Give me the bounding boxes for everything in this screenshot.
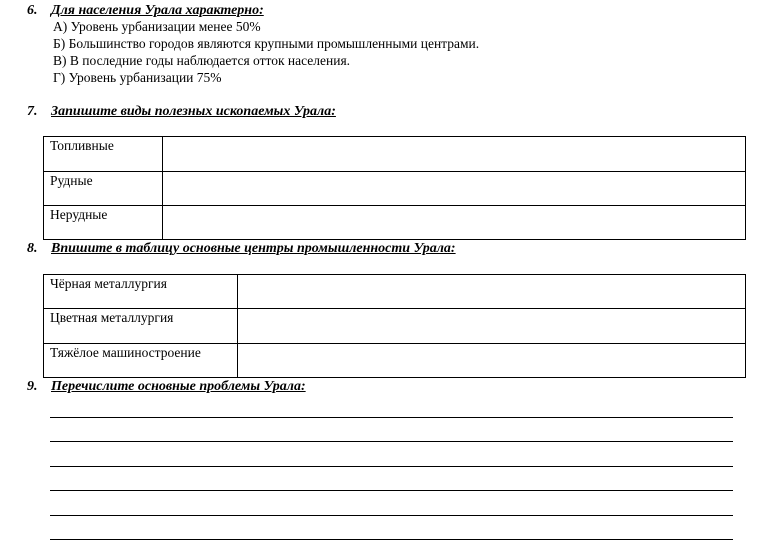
q6-option-b[interactable]: Б) Большинство городов являются крупными промышленными центрами. [53, 36, 480, 51]
question-6-number: 6. [27, 3, 38, 18]
minerals-answer-fuel[interactable] [163, 137, 746, 172]
question-9-number: 9. [27, 379, 38, 394]
question-6-title [27, 3, 264, 19]
q6-option-d[interactable]: Г) Уровень урбанизации 75% [53, 70, 222, 85]
table-row [44, 206, 746, 240]
q6-option-a[interactable]: А) Уровень урбанизации менее 50% [53, 19, 261, 34]
minerals-answer-nonmetallic[interactable] [163, 206, 746, 240]
answer-line-5[interactable] [50, 515, 733, 516]
industry-answer-ferrous[interactable] [238, 275, 746, 309]
answer-line-2[interactable] [50, 441, 733, 442]
question-9-text: Перечислите основные проблемы Урала: [51, 379, 306, 394]
minerals-label-nonmetallic: Нерудные [44, 206, 163, 240]
industry-answer-heavy-machinery[interactable] [238, 344, 746, 378]
table-row [44, 275, 746, 309]
answer-line-6[interactable] [50, 539, 733, 540]
question-7-text: Запишите виды полезных ископаемых Урала: [51, 104, 336, 119]
answer-line-3[interactable] [50, 466, 733, 467]
minerals-label-fuel: Топливные [44, 137, 163, 172]
minerals-label-ore: Рудные [44, 172, 163, 206]
table-row [44, 172, 746, 206]
table-row [44, 309, 746, 344]
q6-option-c[interactable]: В) В последние годы наблюдается отток населения. [53, 53, 351, 68]
industry-label-ferrous: Чёрная металлургия [44, 275, 238, 309]
industry-answer-nonferrous[interactable] [238, 309, 746, 344]
industry-label-nonferrous: Цветная металлургия [44, 309, 238, 344]
question-7-number: 7. [27, 104, 38, 119]
table-row [44, 137, 746, 172]
question-8-number: 8. [27, 241, 38, 256]
table-row [44, 344, 746, 378]
question-9-title [27, 379, 306, 395]
question-7-title [27, 104, 336, 120]
question-8-title [27, 241, 456, 257]
answer-line-4[interactable] [50, 490, 733, 491]
question-6-text: Для населения Урала характерно: [51, 3, 264, 18]
industry-label-heavy-machinery: Тяжёлое машиностроение [44, 344, 238, 378]
question-8-text: Впишите в таблицу основные центры промышленности Урала: [51, 241, 456, 256]
industry-centers-table [43, 274, 746, 378]
answer-line-1[interactable] [50, 417, 733, 418]
minerals-table [43, 136, 746, 240]
minerals-answer-ore[interactable] [163, 172, 746, 206]
